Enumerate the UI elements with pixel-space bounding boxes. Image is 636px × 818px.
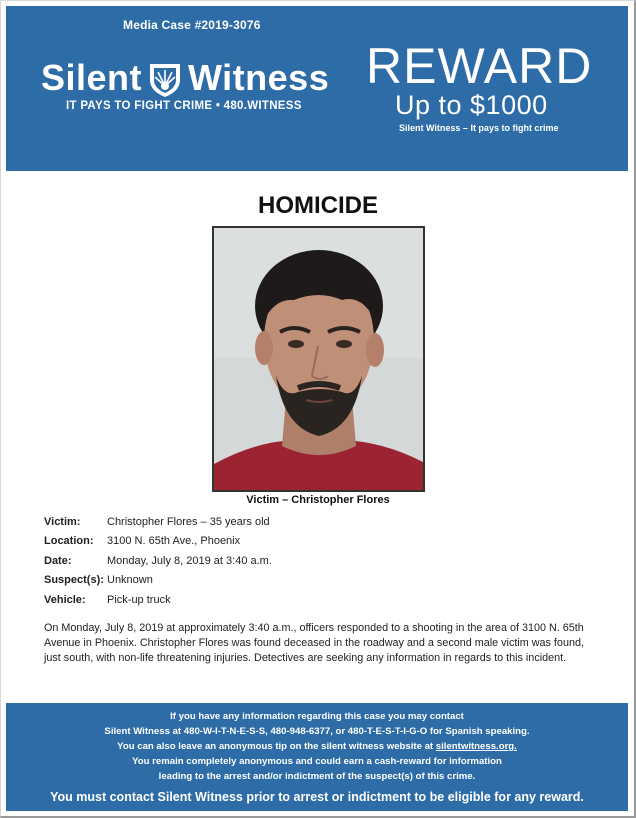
website-link[interactable]: silentwitness.org.	[435, 741, 517, 752]
incident-narrative: On Monday, July 8, 2019 at approximately 3:40 a.m., officers responded to a shooting in the area of 3100 N. 65th Avenue in Phoenix. Christopher Flores was found deceased in the roadway and a second male victim was found, just south, with non-life threatening injuries. Detectives are seeking any information in regards to this incident.	[44, 622, 584, 665]
detail-value: Christopher Flores – 35 years old	[107, 515, 270, 528]
case-details	[44, 512, 272, 610]
detail-value: Unknown	[107, 574, 153, 587]
detail-row-location	[44, 532, 272, 552]
header-banner	[6, 6, 628, 171]
reward-title: REWARD	[366, 38, 593, 94]
detail-value: 3100 N. 65th Ave., Phoenix	[107, 535, 241, 548]
detail-label: Vehicle:	[44, 593, 86, 606]
logo-tagline: IT PAYS TO FIGHT CRIME • 480.WITNESS	[66, 100, 302, 112]
detail-label: Suspect(s):	[44, 574, 104, 587]
detail-row-vehicle	[44, 590, 272, 610]
footer-line-4: You remain completely anonymous and could earn a cash-reward for information	[132, 756, 502, 767]
footer-eligibility-notice: You must contact Silent Witness prior to arrest or indictment to be eligible for any reward.	[50, 790, 584, 804]
photo-caption: Victim – Christopher Flores	[246, 494, 390, 506]
footer-banner	[6, 703, 628, 811]
logo-word-silent: Silent	[41, 57, 143, 98]
detail-value: Pick-up truck	[107, 593, 171, 606]
detail-label: Date:	[44, 554, 72, 567]
detail-row-date	[44, 551, 272, 571]
logo-word-witness: Witness	[188, 57, 330, 98]
victim-photo	[212, 226, 425, 492]
reward-subtitle: Silent Witness – It pays to fight crime	[399, 123, 559, 133]
reward-amount: Up to $1000	[395, 90, 548, 120]
detail-row-suspects	[44, 571, 272, 591]
victim-portrait-image	[214, 228, 423, 490]
detail-label: Victim:	[44, 515, 81, 528]
footer-line-3	[6, 739, 628, 754]
detail-value: Monday, July 8, 2019 at 3:40 a.m.	[107, 554, 272, 567]
footer-line-1: If you have any information regarding this case you may contact	[170, 711, 464, 722]
footer-line-3-text: You can also leave an anonymous tip on the silent witness website at	[117, 741, 436, 752]
crime-title: HOMICIDE	[258, 192, 378, 219]
shield-sunburst-icon	[146, 58, 184, 98]
silent-witness-logo	[41, 58, 331, 98]
footer-line-2: Silent Witness at 480-W-I-T-N-E-S-S, 480-948-6377, or 480-T-E-S-T-I-G-O for Spanish speaking.	[104, 726, 530, 737]
media-case-number: Media Case #2019-3076	[123, 18, 261, 32]
detail-row-victim	[44, 512, 272, 532]
detail-label: Location:	[44, 535, 94, 548]
footer-line-5: leading to the arrest and/or indictment of the suspect(s) of this crime.	[158, 771, 476, 782]
